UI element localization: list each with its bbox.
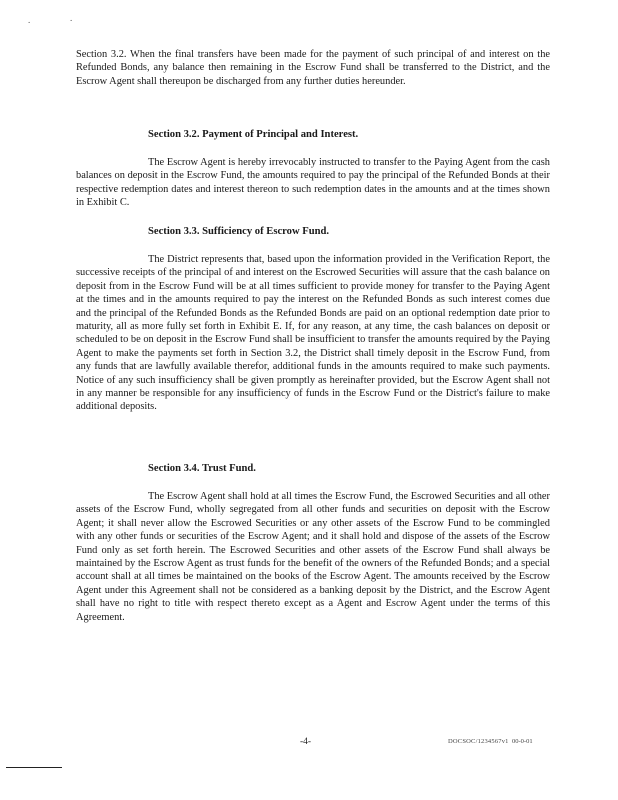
paragraph-section-3-2-final-transfers: Section 3.2. When the final transfers have been made for the payment of such principal of and interest on the Refunded Bonds, any balance then remaining in the Escrow Fund shall be transferred to the District, and the Escrow Agent shall thereupon be discharged from any further duties hereunder. <box>76 49 550 87</box>
heading-section-3-2: Section 3.2. Payment of Principal and Interest. <box>148 129 359 140</box>
document-code: DOCSOC/1234567v1 <box>448 738 509 745</box>
paragraph-section-3-3: The District represents that, based upon the information provided in the Verification Report, the successive receipts of the principal of and interest on the Escrowed Securities will assure that the cash balance on deposit from in the Escrow Fund will be at all times sufficient to provide money for transfer to the Paying Agent at the times and in the amounts required to pay the interest on the Refunded Bonds as such interest comes due and the principal of the Refunded Bonds as the Refunded Bonds are paid on an optional redemption date prior to maturity, all as more fully set forth in Exhibit E. If, for any reason, at any time, the cash balances on deposit or scheduled to be on deposit in the Escrow Fund shall be insufficient to transfer the amounts required by the Paying Agent to make the payments set forth in Section 3.2, the District shall timely deposit in the Escrow Fund, from any funds that are lawfully available therefor, additional funds in the amounts required to make such payments. Notice of any such insufficiency shall be given promptly as hereinafter provided, but the Escrow Agent shall not in any manner be responsible for any insufficiency of funds in the Escrow Fund or the District's failure to make additional deposits. <box>76 254 550 413</box>
document-date-code: 00-0-01 <box>512 738 533 745</box>
scan-mark: . <box>28 15 31 25</box>
scan-mark: . <box>70 13 73 23</box>
footer-rule <box>6 767 62 768</box>
paragraph-section-3-4: The Escrow Agent shall hold at all times the Escrow Fund, the Escrowed Securities and all other assets of the Escrow Fund, wholly segregated from all other funds and securities on deposit with the Escrow Agent; it shall never allow the Escrowed Securities or any other assets of the Escrow Fund to be commingled with any other funds or securities of the Escrow Agent; and it shall hold and dispose of the assets of the Escrow Fund only as set forth herein. The Escrowed Securities and other assets of the Escrow Fund shall always be maintained by the Escrow Agent as trust funds for the benefit of the owners of the Refunded Bonds; and a special account shall at all times be maintained on the books of the Escrow Agent. The amounts received by the Escrow Agent under this Agreement shall not be considered as a banking deposit by the District, and the Escrow Agent shall have no right to title with respect thereto except as a Agent and Escrow Agent under the terms of this Agreement. <box>76 491 550 623</box>
heading-section-3-3: Section 3.3. Sufficiency of Escrow Fund. <box>148 226 330 237</box>
page-number: -4- <box>300 737 312 747</box>
heading-section-3-4: Section 3.4. Trust Fund. <box>148 463 256 474</box>
paragraph-section-3-2: The Escrow Agent is hereby irrevocably instructed to transfer to the Paying Agent from the cash balances on deposit in the Escrow Fund, the amounts required to pay the principal of the Refunded Bonds at their respective redemption dates and interest thereon to such redemption dates in the amounts and at the times shown in Exhibit C. <box>76 157 550 209</box>
